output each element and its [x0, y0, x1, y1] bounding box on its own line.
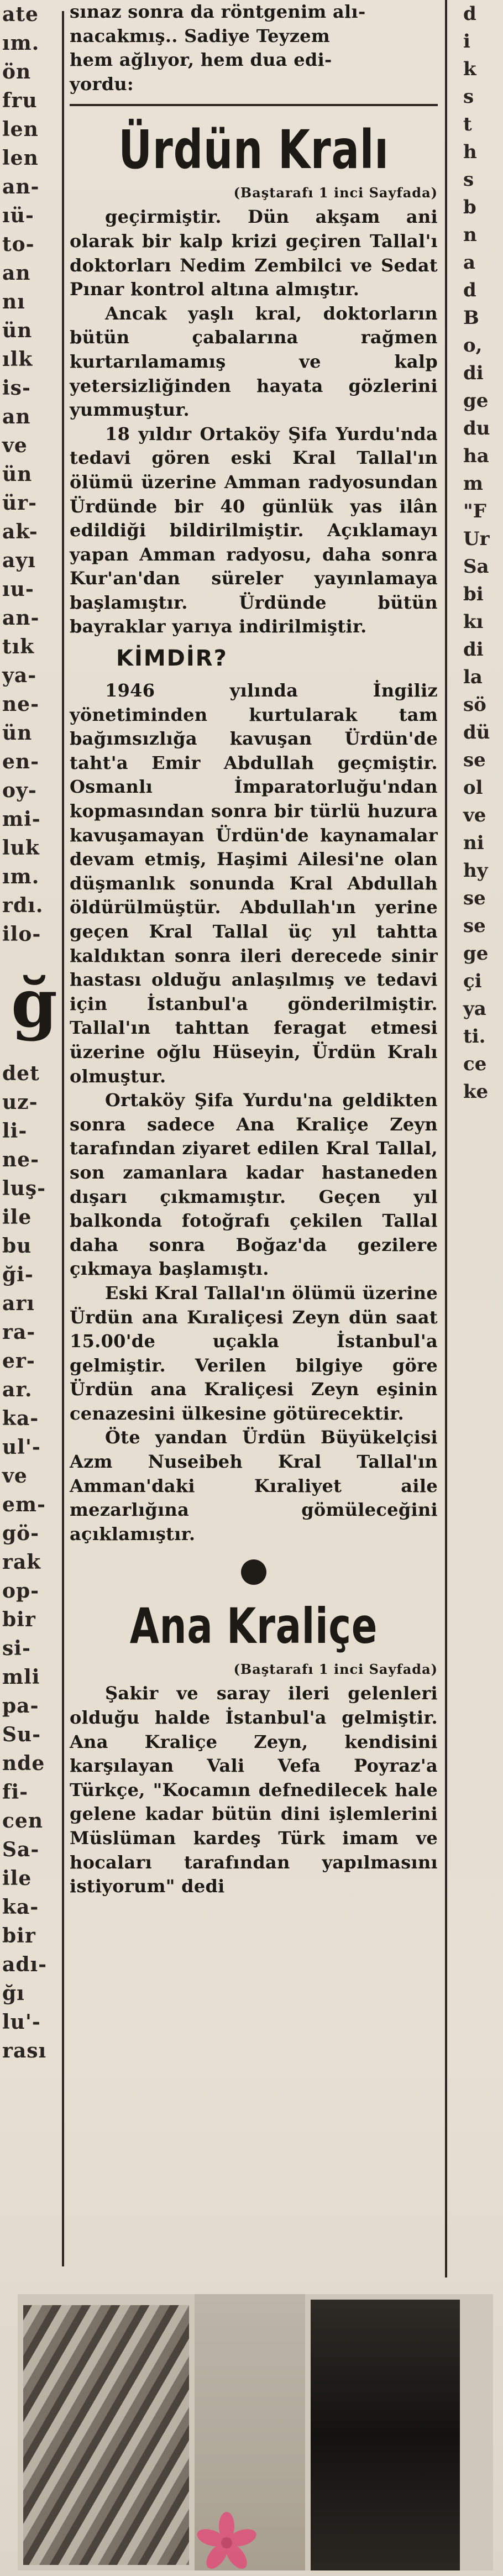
left-fragment: an- — [2, 606, 40, 630]
left-fragment: ul'- — [2, 1436, 41, 1459]
right-fragment: ya — [463, 998, 486, 1020]
right-fragment: du — [463, 417, 490, 439]
left-fragment: ıü- — [2, 204, 34, 227]
left-fragment: li- — [2, 1119, 28, 1143]
left-fragment: oy- — [2, 779, 37, 802]
right-fragment: Ur — [463, 528, 490, 550]
paragraph: 18 yıldır Ortaköy Şifa Yurdu'nda tedavi gören eski Kral Tallal'ın ölümü üzerine Amman radyosundan Ürdünde bir 40 günlük yas ilân edildiği bildirilmiştir. Açıklamayı yapan Amman radyosu, daha sonra Kur'an'dan süreler yayınlamaya başlamıştır. Ürdünde bütün bayraklar yarıya indirilmiştir. — [70, 423, 438, 637]
continued-from-label: (Baştarafı 1 inci Sayfada) — [233, 185, 438, 201]
left-fragment: rası — [2, 2039, 47, 2062]
right-fragment: hy — [463, 860, 488, 882]
right-fragment: bi — [463, 583, 484, 605]
right-fragment: d — [463, 279, 476, 301]
left-fragment: an- — [2, 175, 40, 198]
right-fragment: h — [463, 141, 477, 163]
article2-body — [70, 1682, 438, 1898]
left-fragment: an — [2, 261, 31, 285]
right-fragment: m — [463, 473, 483, 495]
right-fragment: ge — [463, 943, 489, 965]
left-fragment: bir — [2, 1608, 36, 1631]
fragment-line: nacakmış.. Sadiye Teyzem — [70, 25, 330, 46]
right-fragment: ve — [463, 804, 486, 826]
left-fragment: to- — [2, 233, 35, 256]
left-fragment: len — [2, 118, 39, 141]
headline-urdun-krali: Ürdün Kralı — [118, 119, 389, 181]
right-fragment: Sa — [463, 556, 489, 578]
left-fragment: is- — [2, 376, 31, 400]
headline-ana-kralice: Ana Kraliçe — [129, 1598, 378, 1655]
right-fragment: "F — [463, 500, 486, 522]
right-fragment: sö — [463, 694, 486, 716]
left-fragment: arı — [2, 1292, 35, 1315]
left-fragment: ate — [2, 3, 39, 26]
left-fragment: er- — [2, 1349, 35, 1373]
right-fragment: çi — [463, 970, 482, 992]
left-fragment: ar. — [2, 1378, 33, 1401]
left-fragment: ayı — [2, 549, 36, 572]
left-fragment: si- — [2, 1637, 31, 1660]
left-fragment: ve — [2, 1464, 28, 1488]
paragraph: Ancak yaşlı kral, doktorların bütün çabalarına rağmen kurtarılamamış ve kalp yetersizliğinden hayata gözlerini yummuştur. — [70, 302, 438, 421]
left-fragment: ım. — [2, 865, 40, 888]
right-fragment: k — [463, 58, 476, 80]
left-fragment: ön — [2, 60, 32, 83]
left-fragment: ka- — [2, 1407, 39, 1430]
right-fragment: t — [463, 113, 472, 135]
previous-article-fragment — [70, 0, 438, 96]
fragment-line: yordu: — [70, 73, 134, 95]
left-fragment: ne- — [2, 1148, 40, 1171]
right-fragment: ha — [463, 445, 489, 467]
right-fragment: s — [463, 86, 474, 108]
left-fragment: uz- — [2, 1091, 38, 1114]
left-fragment: cen — [2, 1809, 43, 1832]
left-fragment: ile — [2, 1206, 32, 1229]
left-fragment: fru — [2, 89, 38, 112]
left-fragment: ğı — [2, 1982, 25, 2005]
section-bullet — [241, 1559, 266, 1585]
flower-stamp-icon — [193, 2510, 260, 2576]
left-fragment: ne- — [2, 693, 40, 716]
left-fragment: ak- — [2, 520, 38, 543]
right-fragment: se — [463, 915, 486, 937]
article1-body-2 — [70, 679, 438, 1546]
left-fragment: ım. — [2, 32, 40, 55]
left-fragment: rak — [2, 1551, 41, 1574]
right-fragment: b — [463, 196, 476, 218]
left-fragment: rdı. — [2, 894, 44, 917]
left-fragment: tık — [2, 635, 35, 658]
left-fragment: ün — [2, 463, 33, 486]
right-fragment: n — [463, 224, 477, 246]
left-fragment: ilo- — [2, 923, 41, 946]
left-fragment: ılk — [2, 348, 33, 371]
right-fragment: o, — [463, 334, 483, 357]
left-fragment: em- — [2, 1493, 46, 1516]
photo-right-region — [311, 2300, 460, 2570]
left-fragment: bir — [2, 1924, 36, 1947]
right-adjacent-column — [449, 0, 503, 2277]
paragraph: geçirmiştir. Dün akşam ani olarak bir kalp krizi geçiren Tallal'ı doktorları Nedim Zembilci ve Sedat Pınar kontrol altına almıştır. — [70, 206, 438, 300]
paragraph: Öte yandan Ürdün Büyükelçisi Azm Nuseibeh Kral Tallal'ın Amman'daki Kıraliyet aile mezarlığına gömüleceğini açıklamıştır. — [70, 1427, 438, 1544]
left-fragment: Sa- — [2, 1838, 40, 1861]
left-fragment: pa- — [2, 1694, 39, 1718]
right-fragment: a — [463, 252, 476, 274]
right-fragment: B — [463, 307, 479, 329]
left-fragment: op- — [2, 1579, 40, 1603]
left-fragment: ra- — [2, 1321, 36, 1344]
fragment-line: hem ağlıyor, hem dua edi- — [70, 49, 332, 71]
article-separator — [70, 104, 438, 106]
article1-body — [70, 205, 438, 639]
left-fragment: gö- — [2, 1522, 40, 1545]
left-fragment: lu'- — [2, 2010, 41, 2034]
left-big-letter: ğ — [11, 965, 57, 1043]
left-fragment: ıu- — [2, 578, 34, 601]
left-fragment: det — [2, 1062, 40, 1085]
left-fragment: en- — [2, 750, 40, 773]
right-fragment: i — [463, 30, 470, 53]
left-fragment: ya- — [2, 664, 37, 687]
right-fragment: ni — [463, 832, 484, 854]
left-fragment: ka- — [2, 1896, 39, 1919]
right-fragment: d — [463, 3, 476, 25]
article-column — [70, 0, 438, 1899]
right-fragment: ce — [463, 1053, 487, 1075]
paragraph: Eski Kral Tallal'ın ölümü üzerine Ürdün ana Kıraliçesi Zeyn dün saat 15.00'de uçakla İstanbul'a gelmiştir. Verilen bilgiye göre Ürdün ana Kraliçesi Zeyn eşinin cenazesini ülkesine götürecektir. — [70, 1282, 438, 1424]
right-fragment: se — [463, 749, 486, 771]
left-fragment: mi- — [2, 808, 41, 831]
right-fragment: kı — [463, 611, 484, 633]
left-fragment: mli — [2, 1666, 40, 1689]
column-divider-right — [445, 0, 447, 2277]
left-fragment: nde — [2, 1752, 45, 1775]
left-fragment: ve — [2, 434, 28, 457]
paragraph: Şakir ve saray ileri gelenleri olduğu halde İstanbul'a gelmiştir. Ana Kraliçe Zeyn, kendisini karşılayan Vali Vefa Poyraz'a Türkçe, "Kocamın defnedilecek hale gelene kadar bütün dini işlemlerini Müslüman kardeş Türk imam ve hocaları tarafından yapılmasını istiyorum" dedi — [70, 1683, 438, 1897]
left-fragment: adı- — [2, 1953, 48, 1976]
left-fragment: ün — [2, 319, 33, 342]
left-fragment: an — [2, 405, 31, 428]
left-fragment: Su- — [2, 1723, 41, 1746]
left-fragment: ile — [2, 1867, 32, 1890]
left-fragment: ği- — [2, 1263, 34, 1286]
right-fragment: di — [463, 362, 484, 384]
right-fragment: ti. — [463, 1025, 486, 1048]
right-fragment: di — [463, 638, 484, 661]
right-fragment: ge — [463, 390, 489, 412]
right-fragment: dü — [463, 721, 490, 744]
right-fragment: s — [463, 169, 474, 191]
left-fragment: nı — [2, 290, 25, 313]
fragment-line: sınaz sonra da röntgenim alı- — [70, 1, 366, 22]
left-fragment: luk — [2, 836, 40, 860]
left-fragment: len — [2, 146, 39, 170]
continued-from-label-2: (Baştarafı 1 inci Sayfada) — [233, 1661, 438, 1678]
right-fragment: ol — [463, 777, 483, 799]
paragraph: 1946 yılında İngiliz yönetiminden kurtularak tam bağımsızlığa kavuşan Ürdün'de taht'a Emir Abdullah geçmiştir. Osmanlı İmparatorluğu'ndan kopmasından sonra bir türlü huzura kavuşamayan Ürdün'de kaynamalar devam etmiş, Haşimi Ailesi'ne olan düşmanlık sonunda Kral Abdullah öldürülmüştür. Abdullah'ın yerine geçen Kral Tallal üç yıl tahtta kaldıktan sonra ileri derecede sinir hastası olduğu anlaşılmış ve tedavi için İstanbul'a gönderilmiştir. Tallal'ın tahttan feragat etmesi üzerine oğlu Hüseyin, Ürdün Kralı olmuştur. — [70, 680, 438, 1087]
column-divider-left — [62, 11, 64, 2266]
left-fragment: fi- — [2, 1781, 29, 1804]
right-fragment: la — [463, 666, 483, 688]
subhead-kimdir: KİMDİR? — [116, 646, 228, 672]
photo-left-region — [23, 2305, 189, 2565]
right-fragment: se — [463, 887, 486, 909]
left-fragment: bu — [2, 1234, 32, 1258]
left-fragment: ün — [2, 721, 33, 745]
paragraph: Ortaköy Şifa Yurdu'na geldikten sonra sadece Ana Kraliçe Zeyn tarafından ziyaret edilen Kral Tallal, son zamanlara kadar hastaneden dışarı çıkmamıştır. Geçen yıl balkonda fotoğrafı çekilen Tallal daha sonra Boğaz'da gezilere çıkmaya başlamıştı. — [70, 1090, 438, 1280]
right-fragment: ke — [463, 1081, 489, 1103]
left-adjacent-column — [0, 0, 62, 2277]
left-fragment: ür- — [2, 491, 38, 515]
left-fragment: luş- — [2, 1177, 46, 1200]
